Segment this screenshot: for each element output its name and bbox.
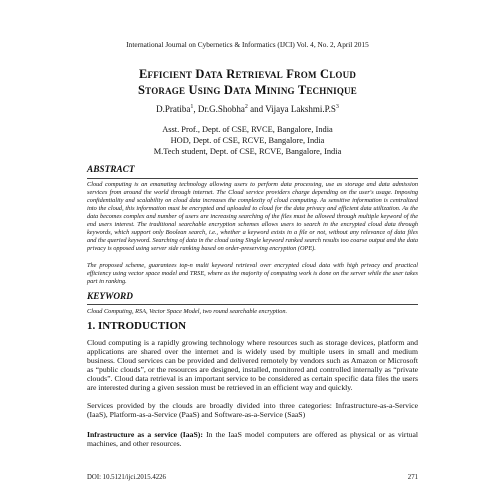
body-paragraph: Services provided by the clouds are broadly divided into three categories: Infrastructure-as-a-Service (IaaS), Platform-as-a-Service (PaaS) and Software-as-a-Service (SaaS): [87, 401, 418, 420]
author-list: [0, 104, 495, 114]
doi-text: DOI: 10.5121/ijci.2015.4226: [87, 474, 166, 481]
term-definition: In the IaaS model computers are offered as physical or as virtual machines, and other resources.: [87, 430, 418, 449]
term-bold: Infrastructure as a service (IaaS):: [87, 430, 203, 439]
author-index: 2: [244, 104, 248, 110]
author-name: Dr.G.Shobha: [197, 104, 245, 114]
keyword-text: Cloud Computing, RSA, Vector Space Model, two round searchable encryption.: [87, 308, 288, 315]
author-separator: ,: [193, 104, 198, 114]
paper-title: [40, 66, 455, 98]
abstract-paragraph: The proposed scheme, guarantees top-n multi keyword retrieval over encrypted cloud data with high privacy and practical efficiency using vector space model and TRSE, where as the majority of computing work is done on the server while the user takes part in ranking.: [87, 262, 418, 286]
body-paragraph: [87, 430, 418, 448]
affiliation-line: M.Tech student, Dept. of CSE, RCVE, Bangalore, India: [153, 147, 342, 156]
author-index: 3: [335, 104, 339, 110]
author-name: D.Pratiba: [156, 104, 191, 114]
author-index: 1: [190, 104, 194, 110]
title-line-1: Efficient Data Retrieval From Cloud: [138, 67, 357, 81]
abstract-rule: [87, 178, 418, 179]
author-conjunction: and: [250, 104, 264, 114]
affiliation-line: HOD, Dept. of CSE, RCVE, Bangalore, India: [170, 136, 325, 145]
author-name: Vijaya Lakshmi.P.S: [265, 104, 336, 114]
keyword-heading: KEYWORD: [87, 292, 133, 302]
abstract-paragraph: Cloud computing is an emanating technology allowing users to perform data processing, use as storage and data admission services from around the world through internet. The Cloud service providers charge depending on the user's usage. Imposing confidentiality and scalability on cloud data increases the complexity of cloud computing. As sensitive information is centralized into the cloud, this information must be encrypted and uploaded to cloud for the data privacy and efficient data utilization. As the data becomes complex and number of users are increasing searching of the files must be allowed through multiple keyword of the end users interest. The traditional searchable encryption schemes allows users to search in the encrypted cloud data through keywords, which support only Boolean search, i.e., whether a keyword exists in a file or not, without any relevance of data files and the queried keyword. Searching of data in the cloud using Single keyword ranked search results too coarse output and the data privacy is opposed using server side ranking based on order-preserving encryption (OPE).: [87, 181, 418, 253]
keyword-rule: [87, 304, 418, 305]
body-paragraph: Cloud computing is a rapidly growing technology where resources such as storage devices, platform and applications are shared over the internet and is widely used by multiple users in small and medium business. Cloud services can be provided and delivered remotely by vendors such as Amazon or Microsoft as “public clouds”, or the resources are designed, installed, monitored and controlled internally as “private clouds”. Cloud data retrieval is an important service to be considered as certain specific data files the users are interested during a given session must be retrieved in an efficient way and quickly.: [87, 338, 418, 393]
title-line-2: Storage Using Data Mining Technique: [138, 83, 357, 97]
page-number: 271: [407, 474, 418, 481]
journal-header: International Journal on Cybernetics & Informatics (IJCI) Vol. 4, No. 2, April 2015: [126, 40, 369, 49]
affiliation-line: Asst. Prof., Dept. of CSE, RVCE, Bangalore, India: [162, 125, 333, 134]
abstract-heading: ABSTRACT: [87, 165, 135, 175]
section-heading: 1. INTRODUCTION: [87, 320, 187, 332]
